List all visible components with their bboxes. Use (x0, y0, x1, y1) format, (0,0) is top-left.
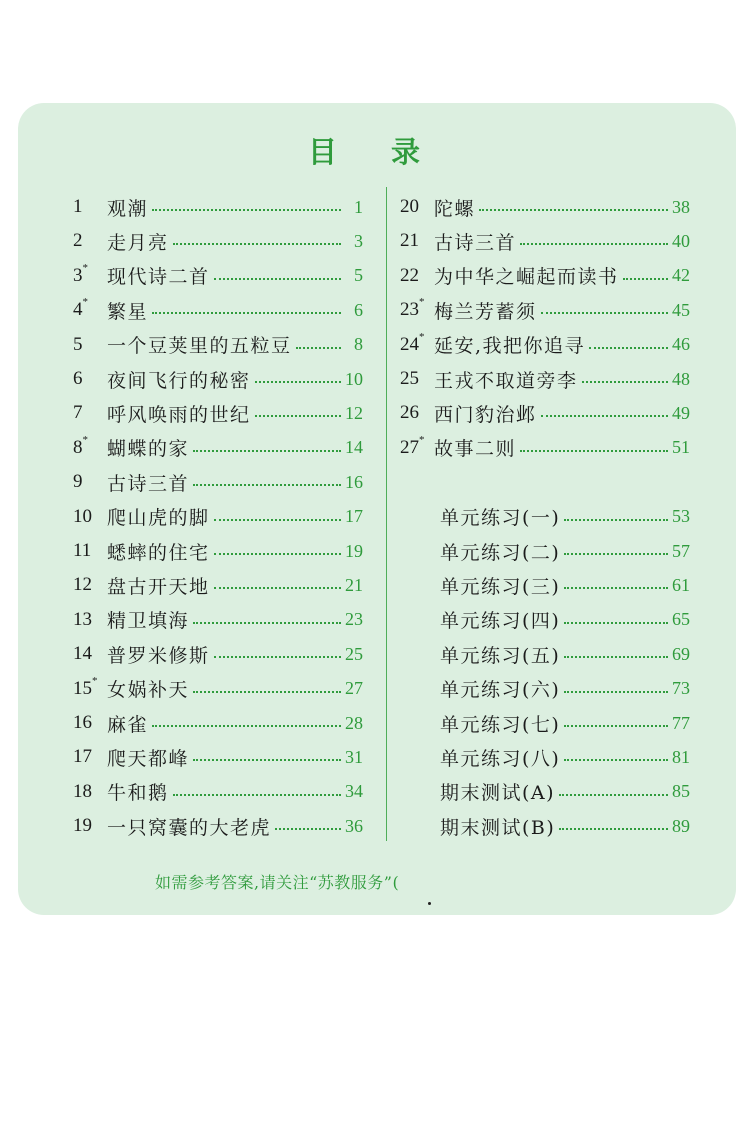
toc-entry[interactable] (400, 362, 690, 396)
dot-leader (152, 209, 341, 211)
entry-number-text: 23 (400, 299, 419, 321)
entry-page: 5 (354, 265, 363, 286)
entry-number (400, 230, 434, 252)
toc-entry[interactable] (400, 396, 690, 430)
entry-number (400, 196, 434, 218)
entry-number (400, 433, 434, 459)
entry-number-text: 4 (73, 299, 83, 321)
entry-number (400, 296, 434, 321)
dot-leader (275, 828, 341, 830)
toc-entry[interactable] (400, 259, 690, 293)
entry-page: 77 (672, 712, 690, 733)
entry-page: 8 (354, 334, 363, 355)
toc-entry[interactable] (73, 500, 363, 534)
entry-title: 蟋蟀的住宅 (107, 541, 210, 564)
entry-number-text: 25 (400, 368, 419, 389)
entry-title: 单元练习(四) (440, 610, 561, 633)
entry-title: 西门豹治邺 (434, 403, 537, 426)
toc-entry[interactable] (73, 431, 363, 465)
entry-number (73, 609, 107, 631)
dot-leader (193, 759, 341, 761)
entry-title: 单元练习(三) (440, 575, 561, 598)
dot-leader (214, 553, 341, 555)
entry-title: 蝴蝶的家 (107, 438, 190, 461)
dot-leader (193, 691, 341, 693)
entry-number (73, 815, 107, 837)
entry-title: 盘古开天地 (107, 575, 210, 598)
toc-entry[interactable] (73, 396, 363, 430)
toc-entry[interactable] (73, 637, 363, 671)
entry-page: 85 (672, 781, 690, 802)
dot-leader (559, 794, 668, 796)
entry-title: 女娲补天 (107, 679, 190, 702)
page-title: 目 录 (307, 135, 443, 169)
dot-leader (214, 519, 341, 521)
dot-leader (564, 759, 668, 761)
entry-number-text: 26 (400, 402, 419, 424)
column-divider (386, 187, 387, 841)
entry-title: 精卫填海 (107, 610, 190, 633)
toc-entry[interactable] (73, 362, 363, 396)
entry-title: 故事二则 (434, 438, 517, 461)
entry-title: 古诗三首 (434, 231, 517, 254)
entry-page: 65 (672, 609, 690, 630)
entry-title: 延安,我把你追寻 (434, 335, 586, 358)
entry-page: 40 (672, 230, 690, 251)
dot-leader (541, 312, 668, 314)
entry-number-text: 22 (400, 264, 419, 286)
toc-entry[interactable] (400, 775, 690, 809)
entry-page: 73 (672, 678, 690, 699)
entry-page: 17 (345, 506, 363, 527)
toc-entry[interactable] (73, 706, 363, 740)
entry-page: 31 (345, 746, 363, 767)
dot-leader (589, 347, 668, 349)
entry-title: 单元练习(二) (440, 541, 561, 564)
star-mark: * (92, 674, 98, 687)
toc-entry[interactable] (400, 603, 690, 637)
dot-leader (214, 587, 341, 589)
entry-page: 27 (345, 678, 363, 699)
entry-title: 单元练习(七) (440, 713, 561, 736)
dot-leader (582, 381, 668, 383)
entry-number (73, 433, 107, 459)
dot-leader (152, 725, 341, 727)
entry-number (73, 506, 107, 528)
entry-page: 46 (672, 334, 690, 355)
toc-entry[interactable] (73, 534, 363, 568)
dot-leader (193, 484, 341, 486)
entry-page: 89 (672, 815, 690, 836)
entry-page: 53 (672, 506, 690, 527)
entry-number-text: 21 (400, 230, 419, 252)
toc-entry[interactable] (73, 328, 363, 362)
dot-leader (193, 622, 341, 624)
toc-entry[interactable] (73, 190, 363, 224)
entry-page: 61 (672, 574, 690, 595)
entry-page: 25 (345, 643, 363, 664)
entry-page: 6 (354, 299, 363, 320)
dot-leader (564, 725, 668, 727)
star-mark: * (82, 296, 88, 309)
toc-entry[interactable] (400, 431, 690, 465)
entry-page: 14 (345, 437, 363, 458)
entry-number (73, 334, 107, 356)
entry-number-text: 1 (73, 196, 83, 217)
toc-entry[interactable] (73, 672, 363, 706)
entry-title: 单元练习(八) (440, 747, 561, 770)
entry-number-text: 16 (73, 712, 92, 733)
entry-number-text: 2 (73, 230, 83, 252)
entry-number (400, 402, 434, 424)
entry-page: 69 (672, 643, 690, 664)
entry-number-text: 12 (73, 574, 92, 596)
dot-leader (541, 415, 668, 417)
entry-title: 王戎不取道旁李 (434, 369, 578, 392)
dot-leader (520, 450, 668, 452)
toc-entry[interactable] (73, 293, 363, 327)
entry-page: 36 (345, 815, 363, 836)
dot-leader (564, 656, 668, 658)
entry-number-text: 17 (73, 746, 92, 768)
entry-title: 呼风唤雨的世纪 (107, 403, 251, 426)
entry-number-text: 3 (73, 264, 83, 286)
toc-entry[interactable] (73, 603, 363, 637)
entry-number (73, 674, 107, 700)
dot-leader (564, 587, 668, 589)
entry-number (400, 368, 434, 390)
toc-entry[interactable] (400, 328, 690, 362)
entry-title: 陀螺 (434, 197, 476, 220)
toc-entry[interactable] (400, 534, 690, 568)
entry-number (400, 330, 434, 356)
entry-number (73, 746, 107, 768)
star-mark: * (419, 330, 425, 343)
dot-leader (152, 312, 341, 314)
entry-title: 一个豆荚里的五粒豆 (107, 335, 292, 358)
entry-title: 普罗米修斯 (107, 644, 210, 667)
toc-entry[interactable] (400, 740, 690, 774)
entry-number (73, 402, 107, 424)
dot-leader (255, 415, 341, 417)
entry-number (73, 196, 107, 218)
dot-mark (428, 902, 431, 905)
toc-entry[interactable] (400, 706, 690, 740)
star-mark: * (82, 261, 88, 274)
entry-title: 梅兰芳蓄须 (434, 300, 537, 323)
entry-page: 19 (345, 540, 363, 561)
entry-page: 3 (354, 230, 363, 251)
entry-page: 1 (354, 196, 363, 217)
entry-number-text: 11 (73, 540, 92, 561)
entry-page: 38 (672, 196, 690, 217)
dot-leader (296, 347, 341, 349)
toc-entry[interactable] (400, 293, 690, 327)
toc-entry[interactable] (73, 465, 363, 499)
entry-title: 牛和鹅 (107, 782, 169, 805)
entry-page: 48 (672, 368, 690, 389)
entry-title: 期末测试(A) (440, 782, 556, 805)
entry-title: 走月亮 (107, 231, 169, 254)
star-mark: * (419, 433, 425, 446)
toc-entry[interactable] (73, 809, 363, 843)
entry-title: 一只窝囊的大老虎 (107, 816, 272, 839)
entry-number (73, 471, 107, 493)
entry-number-text: 6 (73, 368, 83, 389)
entry-title: 爬天都峰 (107, 747, 190, 770)
dot-leader (193, 450, 341, 452)
entry-page: 21 (345, 574, 363, 595)
entry-number-text: 13 (73, 608, 92, 630)
dot-leader (214, 656, 341, 658)
entry-number-text: 14 (73, 643, 92, 665)
entry-number (73, 643, 107, 665)
entry-number-text: 15 (73, 677, 92, 699)
toc-entry[interactable] (400, 568, 690, 602)
entry-number-text: 18 (73, 780, 92, 802)
entry-number (400, 265, 434, 287)
entry-title: 观潮 (107, 197, 149, 220)
entry-page: 34 (345, 781, 363, 802)
entry-title: 爬山虎的脚 (107, 507, 210, 530)
entry-title: 古诗三首 (107, 472, 190, 495)
dot-leader (559, 828, 668, 830)
toc-entry[interactable] (73, 568, 363, 602)
star-mark: * (419, 296, 425, 309)
dot-leader (623, 278, 668, 280)
entry-page: 51 (672, 437, 690, 458)
entry-number (73, 574, 107, 596)
dot-leader (479, 209, 668, 211)
toc-entry[interactable] (73, 224, 363, 258)
dot-leader (255, 381, 341, 383)
dot-leader (173, 794, 341, 796)
entry-page: 28 (345, 712, 363, 733)
entry-number (73, 540, 107, 562)
entry-page: 45 (672, 299, 690, 320)
entry-number-text: 7 (73, 402, 83, 424)
toc-entry[interactable] (400, 224, 690, 258)
dot-leader (564, 691, 668, 693)
entry-title: 麻雀 (107, 713, 149, 736)
entry-number-text: 9 (73, 471, 83, 493)
entry-number (73, 712, 107, 734)
toc-entry[interactable] (400, 637, 690, 671)
answer-note: 如需参考答案,请关注“苏教服务”( (155, 873, 400, 892)
entry-number (73, 230, 107, 252)
entry-number-text: 24 (400, 333, 419, 355)
entry-page: 49 (672, 402, 690, 423)
entry-title: 单元练习(一) (440, 507, 561, 530)
entry-title: 现代诗二首 (107, 266, 210, 289)
entry-page: 81 (672, 746, 690, 767)
entry-title: 夜间飞行的秘密 (107, 369, 251, 392)
entry-page: 23 (345, 609, 363, 630)
entry-page: 42 (672, 265, 690, 286)
dot-leader (173, 243, 341, 245)
entry-page: 10 (345, 368, 363, 389)
entry-number-text: 20 (400, 196, 419, 217)
entry-title: 为中华之崛起而读书 (434, 266, 619, 289)
dot-leader (214, 278, 341, 280)
entry-number (73, 781, 107, 803)
entry-page: 57 (672, 540, 690, 561)
star-mark: * (82, 433, 88, 446)
entry-title: 期末测试(B) (440, 816, 556, 839)
entry-number-text: 5 (73, 333, 83, 355)
entry-number (73, 296, 107, 321)
toc-entry[interactable] (73, 740, 363, 774)
entry-page: 12 (345, 402, 363, 423)
toc-entry[interactable] (400, 190, 690, 224)
entry-number-text: 27 (400, 436, 419, 458)
entry-number (73, 368, 107, 390)
entry-title: 单元练习(五) (440, 644, 561, 667)
dot-leader (564, 553, 668, 555)
toc-entry[interactable] (400, 809, 690, 843)
entry-number-text: 19 (73, 815, 92, 837)
entry-page: 16 (345, 471, 363, 492)
toc-entry[interactable] (400, 500, 690, 534)
entry-title: 繁星 (107, 300, 149, 323)
entry-number-text: 10 (73, 505, 92, 527)
entry-number (73, 261, 107, 287)
toc-entry[interactable] (400, 672, 690, 706)
entry-number-text: 8 (73, 436, 83, 458)
dot-leader (564, 519, 668, 521)
toc-entry[interactable] (73, 259, 363, 293)
dot-leader (564, 622, 668, 624)
toc-entry[interactable] (73, 775, 363, 809)
dot-leader (520, 243, 668, 245)
entry-title: 单元练习(六) (440, 679, 561, 702)
